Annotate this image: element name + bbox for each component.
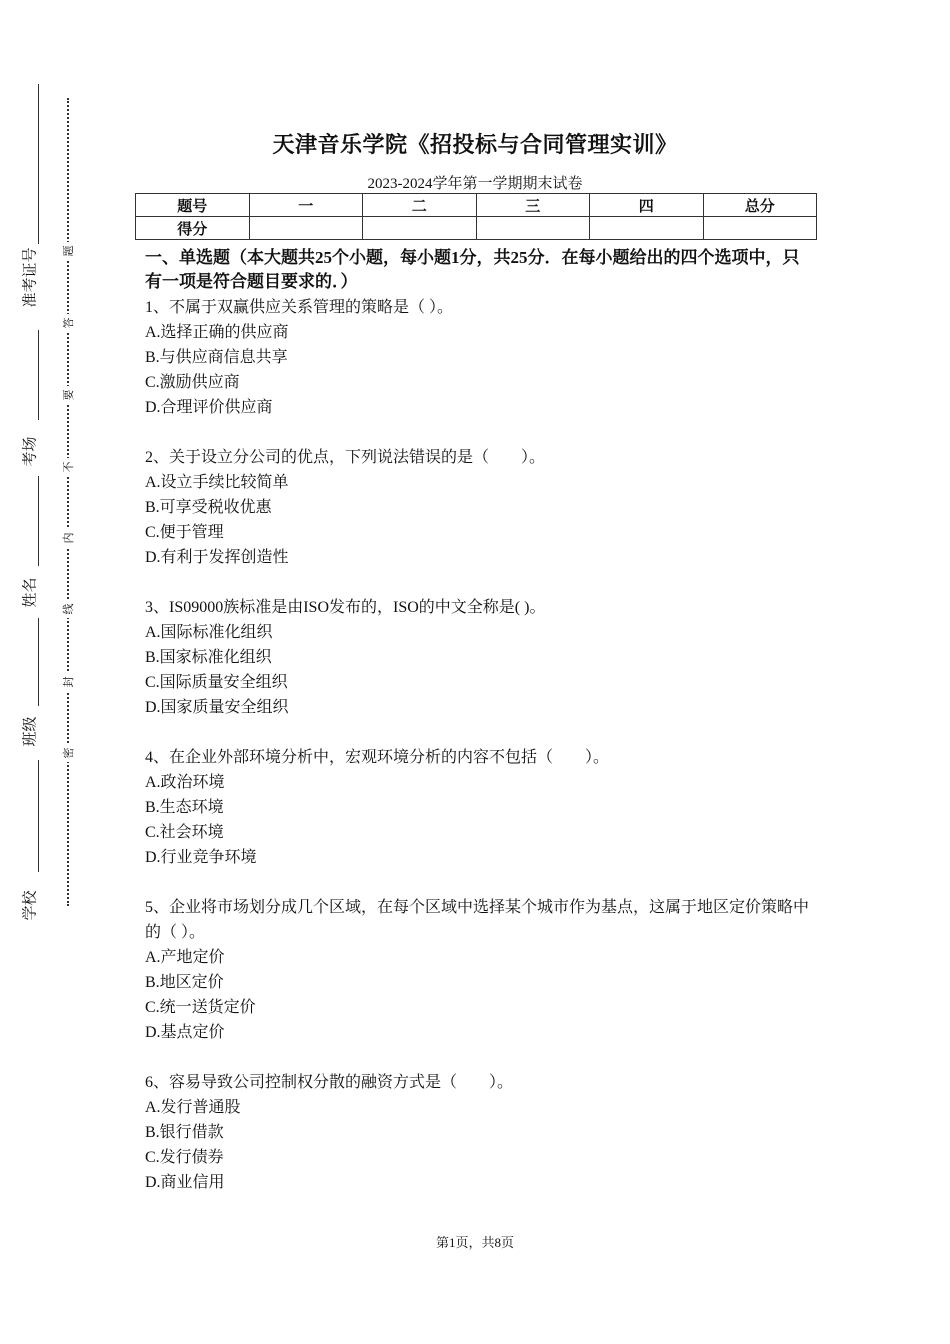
option-b: B.可享受税收优惠	[145, 499, 272, 516]
option-a: A.产地定价	[145, 949, 225, 966]
seal-char: 内	[60, 529, 76, 547]
binding-strip	[0, 0, 100, 1344]
score-table	[135, 193, 817, 240]
binding-line	[38, 84, 39, 244]
question-stem: 6、容易导致公司控制权分散的融资方式是（ ）。	[145, 1074, 514, 1091]
option-b: B.银行借款	[145, 1124, 224, 1141]
score-cell[interactable]	[703, 217, 817, 240]
option-a: A.设立手续比较简单	[145, 474, 289, 491]
score-row-label: 得分	[136, 217, 250, 240]
option-c: C.激励供应商	[145, 374, 240, 391]
option-d: D.商业信用	[145, 1174, 225, 1191]
option-a: A.发行普通股	[145, 1099, 241, 1116]
seal-char: 密	[60, 744, 76, 762]
option-b: B.生态环境	[145, 799, 224, 816]
section-heading: 一、单选题（本大题共25个小题，每小题1分，共25分．在每小题给出的四个选项中，只有一项是符合题目要求的．）	[145, 248, 800, 291]
binding-line	[38, 618, 39, 706]
option-b: B.地区定价	[145, 974, 224, 991]
page-footer: 第1页，共8页	[435, 1235, 514, 1250]
score-header-cell: 二	[363, 194, 477, 217]
score-header-cell: 四	[590, 194, 704, 217]
question-list	[145, 295, 813, 1220]
score-row	[136, 217, 817, 240]
score-cell[interactable]	[476, 217, 590, 240]
question-stem: 2、关于设立分公司的优点，下列说法错误的是（ ）。	[145, 449, 546, 466]
option-d: D.行业竞争环境	[145, 849, 257, 866]
option-b: B.与供应商信息共享	[145, 349, 288, 366]
question	[145, 295, 813, 420]
school-label: 学校	[22, 890, 39, 921]
seal-char: 线	[60, 600, 76, 618]
question-stem: 1、不属于双赢供应关系管理的策略是（ ）。	[145, 299, 454, 316]
binding-line	[38, 760, 39, 872]
option-a: A.政治环境	[145, 774, 225, 791]
seal-char: 封	[60, 673, 76, 691]
exam-subtitle: 2023-2024学年第一学期期末试卷	[367, 176, 583, 192]
option-c: C.统一送货定价	[145, 999, 256, 1016]
option-d: D.合理评价供应商	[145, 399, 273, 416]
option-d: D.有利于发挥创造性	[145, 549, 289, 566]
exam-title: 天津音乐学院《招投标与合同管理实训》	[272, 132, 678, 157]
option-d: D.国家质量安全组织	[145, 699, 289, 716]
question	[145, 745, 813, 870]
seal-char: 答	[60, 314, 76, 332]
option-a: A.选择正确的供应商	[145, 324, 289, 341]
option-d: D.基点定价	[145, 1024, 225, 1041]
option-c: C.发行债券	[145, 1149, 224, 1166]
seal-char: 题	[60, 242, 76, 260]
score-header-cell: 一	[249, 194, 363, 217]
binding-line	[38, 476, 39, 566]
binding-line	[38, 330, 39, 420]
seal-dotted-line	[67, 98, 69, 906]
option-c: C.社会环境	[145, 824, 224, 841]
seal-char: 不	[60, 458, 76, 476]
question	[145, 1070, 813, 1195]
score-cell[interactable]	[249, 217, 363, 240]
option-b: B.国家标准化组织	[145, 649, 272, 666]
score-cell[interactable]	[363, 217, 477, 240]
option-c: C.便于管理	[145, 524, 224, 541]
score-header-cell: 总分	[703, 194, 817, 217]
score-header-cell: 三	[476, 194, 590, 217]
question	[145, 595, 813, 720]
question-stem: 3、IS09000族标准是由ISO发布的，ISO的中文全称是( )。	[145, 599, 546, 616]
seal-char: 要	[60, 386, 76, 404]
score-header-row	[136, 194, 817, 217]
question	[145, 895, 813, 1045]
exam-number-label: 准考证号	[22, 247, 39, 308]
question-stem: 5、企业将市场划分成几个区域，在每个区域中选择某个城市作为基点，这属于地区定价策略中的（ ）。	[145, 899, 810, 941]
question	[145, 445, 813, 570]
score-header-cell: 题号	[136, 194, 250, 217]
score-cell[interactable]	[590, 217, 704, 240]
student-name-label: 姓名	[22, 577, 39, 608]
class-label: 班级	[22, 716, 39, 747]
question-stem: 4、在企业外部环境分析中，宏观环境分析的内容不包括（ ）。	[145, 749, 610, 766]
option-c: C.国际质量安全组织	[145, 674, 288, 691]
exam-room-label: 考场	[22, 436, 39, 467]
option-a: A.国际标准化组织	[145, 624, 273, 641]
